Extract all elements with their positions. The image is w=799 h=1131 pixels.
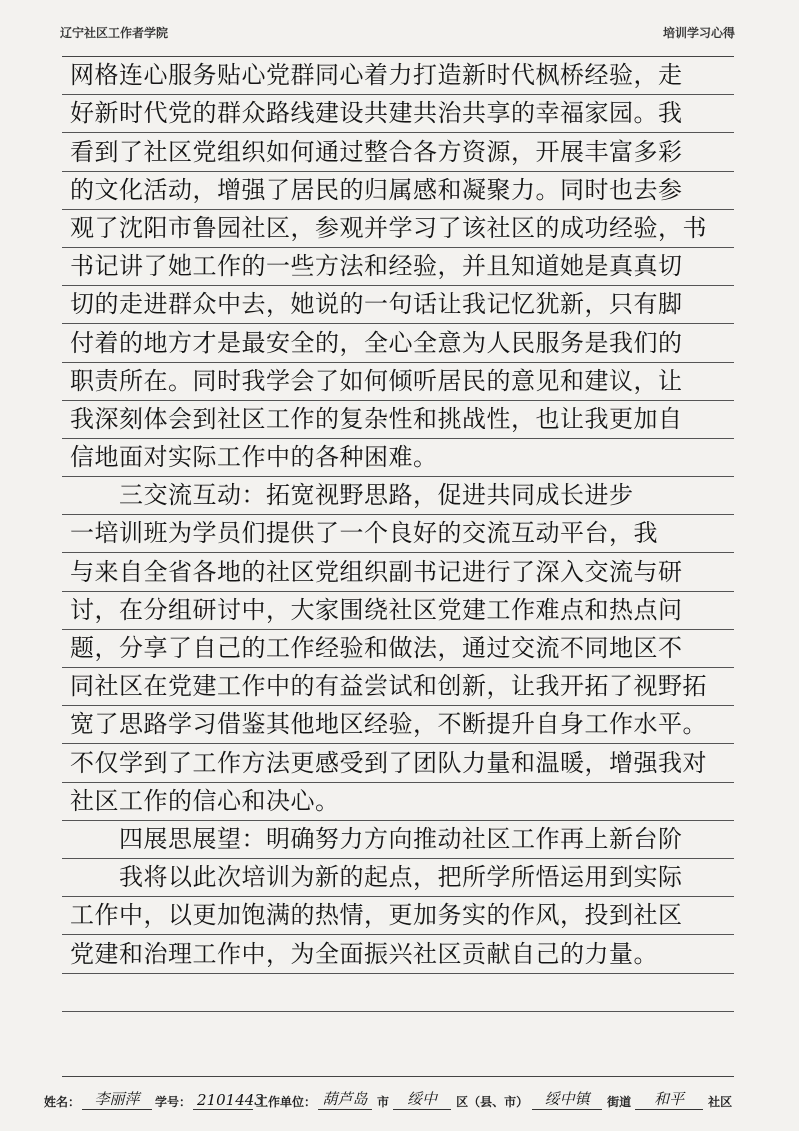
ruled-line [62, 744, 734, 782]
handwritten-line-text: 书记讲了她工作的一些方法和经验，并且知道她是真真切 [70, 252, 683, 281]
handwritten-line-text: 与来自全省各地的社区党组织副书记进行了深入交流与研 [70, 557, 683, 586]
ruled-line [62, 363, 734, 401]
ruled-line [62, 592, 734, 630]
ruled-line [62, 210, 734, 248]
ruled-line [62, 859, 734, 897]
handwritten-line-text: 讨，在分组研讨中，大家围绕社区党建工作难点和热点问 [70, 595, 683, 624]
ruled-line [62, 630, 734, 668]
student-id-label: 学号： [155, 1095, 192, 1109]
ruled-line [62, 515, 734, 553]
ruled-line [62, 668, 734, 706]
ruled-line [62, 286, 734, 324]
handwritten-line-text: 题，分享了自己的工作经验和做法，通过交流不同地区不 [70, 634, 683, 662]
street-unit: 街道 [607, 1095, 632, 1109]
signature-footer [44, 1088, 754, 1110]
handwritten-line-text: 工作中，以更加饱满的热情，更加务实的作风，投到社区 [70, 901, 683, 930]
handwritten-line-text: 我深刻体会到社区工作的复杂性和挑战性，也让我更加自 [70, 404, 683, 433]
document-type-title: 培训学习心得 [662, 26, 735, 40]
community-value: 和平 [635, 1088, 703, 1110]
ruled-line [62, 324, 734, 362]
ruled-line [62, 477, 734, 515]
ruled-line [62, 974, 734, 1012]
ruled-line [62, 439, 734, 477]
handwritten-line-text: 四展思展望：明确努力方向推动社区工作再上新台阶 [70, 824, 683, 853]
ruled-line [62, 248, 734, 286]
ruled-line [62, 172, 734, 210]
district-value: 绥中 [393, 1088, 451, 1110]
city-unit: 市 [377, 1095, 390, 1109]
handwritten-line-text: 三交流互动：拓宽视野思路，促进共同成长进步 [70, 481, 634, 510]
handwritten-line-text: 我将以此次培训为新的起点，把所学所悟运用到实际 [70, 863, 683, 892]
name-value: 李丽萍 [82, 1088, 152, 1110]
handwritten-line-text: 一培训班为学员们提供了一个良好的交流互动平台，我 [70, 519, 658, 548]
handwritten-line-text: 宽了思路学习借鉴其他地区经验，不断提升自身工作水平。 [70, 710, 707, 739]
handwritten-line-text: 党建和治理工作中，为全面振兴社区贡献自己的力量。 [70, 939, 658, 968]
work-unit-label: 工作单位： [256, 1095, 317, 1109]
handwritten-line-text: 不仅学到了工作方法更感受到了团队力量和温暖，增强我对 [70, 748, 707, 777]
handwritten-line-text: 信地面对实际工作中的各种困难。 [70, 443, 438, 472]
ruled-line [62, 95, 734, 133]
handwritten-line-text: 同社区在党建工作中的有益尝试和创新，让我开拓了视野拓 [70, 672, 707, 701]
ruled-line [62, 553, 734, 591]
handwritten-line-text: 看到了社区党组织如何通过整合各方资源，开展丰富多彩 [70, 137, 683, 166]
handwritten-line-text: 职责所在。同时我学会了如何倾听居民的意见和建议，让 [70, 366, 683, 395]
ruled-line [62, 1012, 734, 1050]
ruled-line [62, 783, 734, 821]
community-unit: 社区 [708, 1095, 733, 1109]
ruled-line [62, 897, 734, 935]
ruled-writing-area [62, 56, 734, 1077]
handwritten-line-text: 观了沈阳市鲁园社区，参观并学习了该社区的成功经验，书 [70, 213, 707, 242]
student-id-value: 2101443 [193, 1091, 253, 1110]
handwritten-line-text: 付着的地方才是最安全的，全心全意为人民服务是我们的 [70, 328, 683, 357]
ruled-line [62, 821, 734, 859]
handwritten-line-text: 好新时代党的群众路线建设共建共治共享的幸福家园。我 [70, 99, 683, 128]
handwritten-line-text: 社区工作的信心和决心。 [70, 786, 340, 815]
ruled-line [62, 706, 734, 744]
name-label: 姓名： [44, 1095, 81, 1109]
ruled-line [62, 133, 734, 171]
district-unit: 区（县、市） [456, 1095, 529, 1109]
city-value: 葫芦岛 [318, 1088, 372, 1110]
handwritten-line-text: 的文化活动，增强了居民的归属感和凝聚力。同时也去参 [70, 175, 683, 204]
handwritten-line-text: 切的走进群众中去，她说的一句话让我记忆犹新，只有脚 [70, 290, 683, 319]
ruled-line [62, 935, 734, 973]
ruled-line [62, 401, 734, 439]
institution-title: 辽宁社区工作者学院 [60, 26, 169, 40]
handwritten-line-text: 网格连心服务贴心党群同心着力打造新时代枫桥经验，走 [70, 61, 683, 90]
street-value: 绥中镇 [532, 1088, 602, 1110]
ruled-line [62, 57, 734, 95]
